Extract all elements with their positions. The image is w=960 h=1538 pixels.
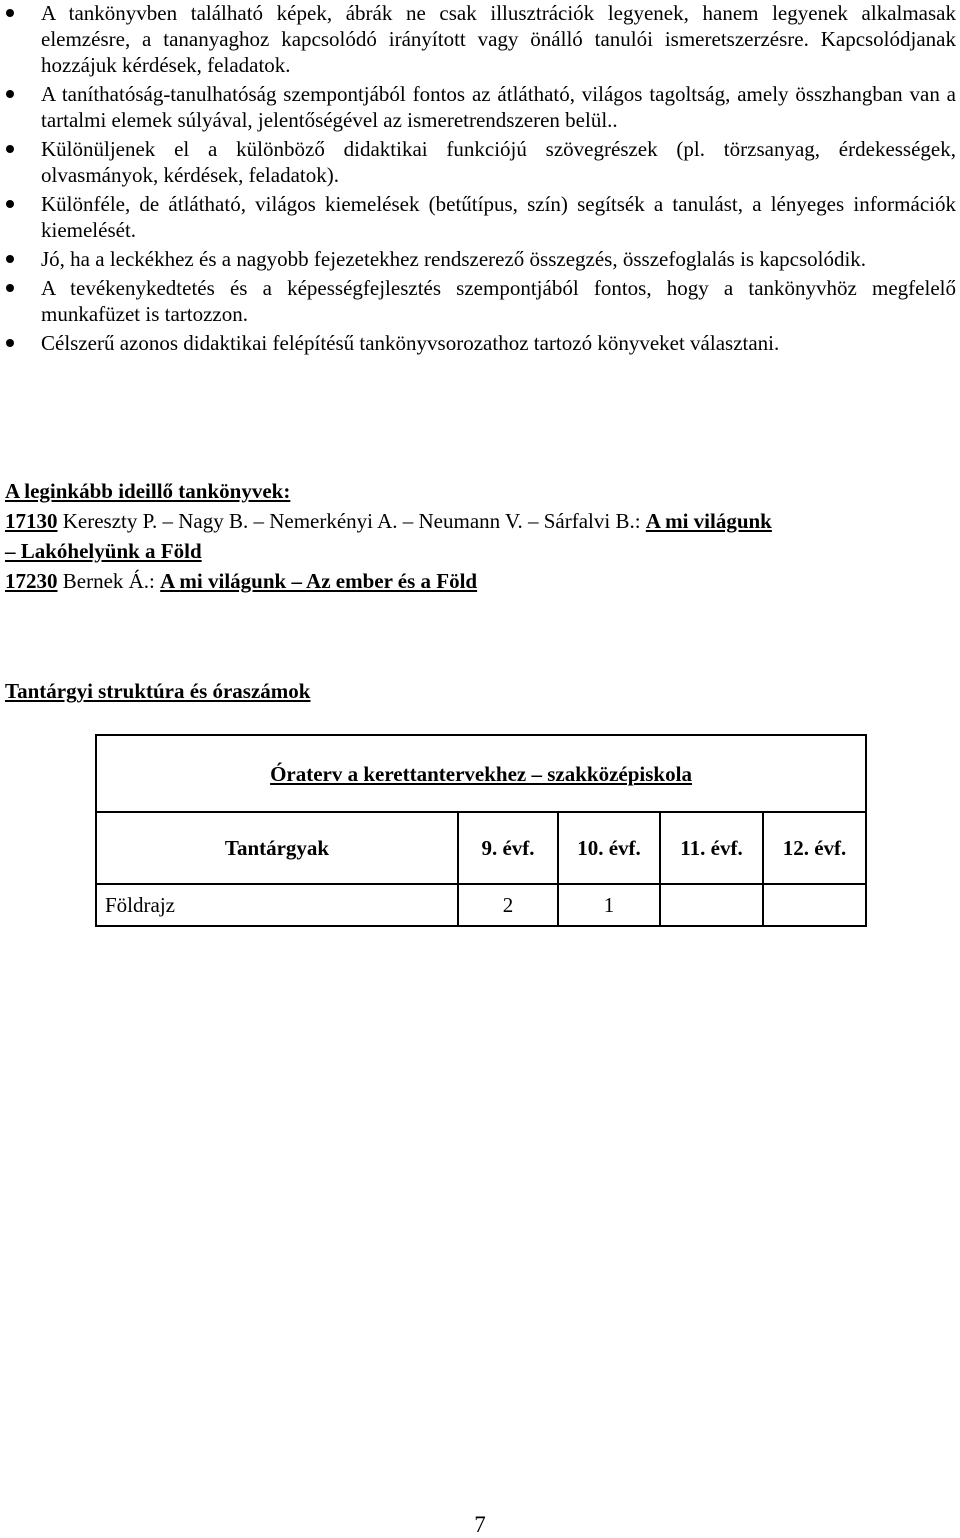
table-title-row xyxy=(96,735,866,812)
lesson-plan-table xyxy=(95,734,867,927)
list-item xyxy=(0,330,960,356)
bullet-text: A tevékenykedtetés és a képességfejlesztés szempontjából fontos, hogy a tankönyvhöz megfelelő munkafüzet is tartozzon. xyxy=(41,276,956,326)
column-header: 11. évf. xyxy=(660,812,763,884)
table-cell xyxy=(763,884,866,926)
bullet-icon xyxy=(6,9,14,17)
subject-cell: Földrajz xyxy=(96,884,458,926)
column-header: 12. évf. xyxy=(763,812,866,884)
list-item xyxy=(0,246,960,272)
bullet-icon xyxy=(6,200,14,208)
bullet-text: Jó, ha a leckékhez és a nagyobb fejezetekhez rendszerező összegzés, összefoglalás is kapcsolódik. xyxy=(41,247,867,271)
table-row xyxy=(96,884,866,926)
list-item xyxy=(0,275,960,327)
book-code: 17230 xyxy=(5,569,58,593)
column-header: 9. évf. xyxy=(458,812,558,884)
column-header: 10. évf. xyxy=(558,812,660,884)
bullet-icon xyxy=(6,145,14,153)
book-entry-2 xyxy=(5,566,945,596)
list-item xyxy=(0,136,960,188)
book-code: 17130 xyxy=(5,509,58,533)
book-authors: Kereszty P. – Nagy B. – Nemerkényi A. – Neumann V. – Sárfalvi B.: xyxy=(57,509,646,533)
bullet-icon xyxy=(6,284,14,292)
bullet-icon xyxy=(6,339,14,347)
bullet-text: A taníthatóság-tanulhatóság szempontjából fontos az átlátható, világos tagoltság, amely összhangban van a tartalmi elemek súlyával, jelentőségével az ismeretrendszeren belül.. xyxy=(41,82,956,132)
list-item xyxy=(0,81,960,133)
table-cell: 1 xyxy=(558,884,660,926)
column-header: Tantárgyak xyxy=(96,812,458,884)
page-number: 7 xyxy=(474,1512,486,1537)
table-cell xyxy=(660,884,763,926)
book-title: A mi világunk – Az ember és a Föld xyxy=(160,569,478,593)
table-cell: 2 xyxy=(458,884,558,926)
section-heading: Tantárgyi struktúra és óraszámok xyxy=(5,679,311,703)
table-title: Óraterv a kerettantervekhez – szakközépiskola xyxy=(96,735,866,812)
bullet-icon xyxy=(6,255,14,263)
bullet-icon xyxy=(6,90,14,98)
book-authors: Bernek Á.: xyxy=(57,569,161,593)
bullet-text: Különféle, de átlátható, világos kiemelések (betűtípus, szín) segítsék a tanulást, a lényeges információk kiemelését. xyxy=(41,192,956,242)
book-title: A mi világunk xyxy=(645,509,772,533)
bullet-text: Célszerű azonos didaktikai felépítésű tankönyvsorozathoz tartozó könyveket választani. xyxy=(41,331,780,355)
book-entry-1 xyxy=(5,506,945,536)
list-item xyxy=(0,0,960,78)
textbook-recommendations xyxy=(5,476,945,596)
bullet-list xyxy=(0,0,960,359)
bullet-text: Különüljenek el a különböző didaktikai funkciójú szövegrészek (pl. törzsanyag, érdekességek, olvasmányok, kérdések, feladatok). xyxy=(41,137,956,187)
textbooks-heading: A leginkább ideillő tankönyvek: xyxy=(5,479,291,503)
list-item xyxy=(0,191,960,243)
book-title-continuation: – Lakóhelyünk a Föld xyxy=(5,539,202,563)
table-header-row xyxy=(96,812,866,884)
bullet-text: A tankönyvben található képek, ábrák ne csak illusztrációk legyenek, hanem legyenek alkalmasak elemzésre, a tananyaghoz kapcsolódó irányított vagy önálló tanulói ismeretszerzésre. Kapcsolódjanak hozzájuk kérdések, feladatok. xyxy=(41,1,956,77)
